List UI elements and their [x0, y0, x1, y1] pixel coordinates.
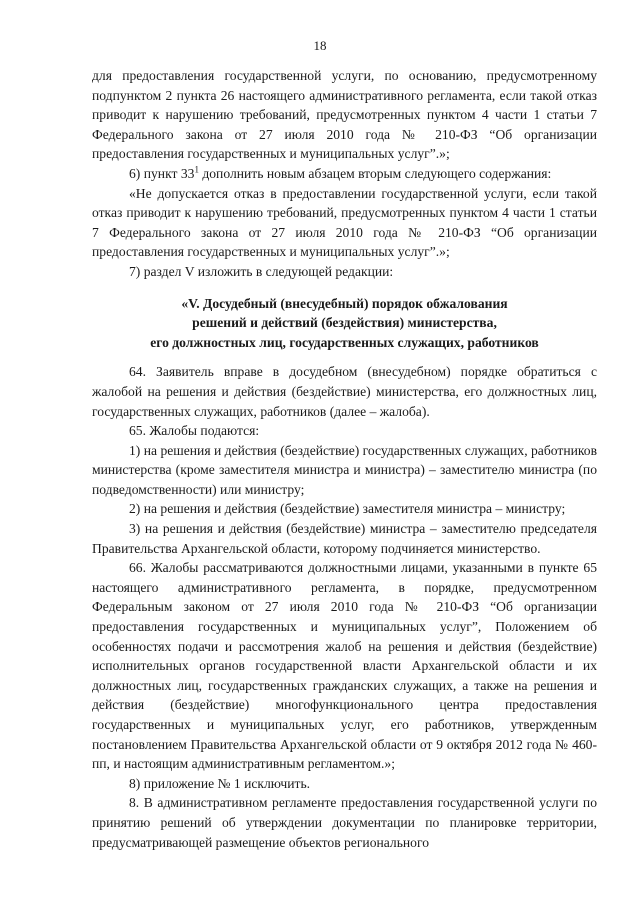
- section-title-line: его должностных лиц, государственных служащих, работников: [150, 334, 539, 350]
- paragraph-text: 6) пункт 33: [129, 165, 195, 181]
- page-number: 18: [313, 38, 327, 53]
- paragraph: для предоставления государственной услуги, по основанию, предусмотренному подпунктом 2 пункта 26 настоящего административного регламента, если такой отказ приводит к нарушению требований, предусмотренных пунктом 4 части 1 статьи 7 Федерального закона от 27 июля 2010 года № 210-ФЗ “Об организации предоставления государственных и муниципальных услуг”.»;: [92, 68, 597, 162]
- paragraph: [92, 164, 597, 184]
- section-title-line: «V. Досудебный (внесудебный) порядок обжалования: [181, 295, 508, 311]
- paragraph: 1) на решения и действия (бездействие) государственных служащих, работников министерства (кроме заместителя министра и министра) – заместителю министра (по подведомственности) или министру;: [92, 442, 597, 497]
- paragraph: 3) на решения и действия (бездействие) министра – заместителю председателя Правительства Архангельской области, которому подчиняется министерство.: [92, 521, 597, 556]
- document-body: [92, 66, 597, 852]
- paragraph: «Не допускается отказ в предоставлении государственной услуги, если такой отказ приводит к нарушению требований, предусмотренных пунктом 4 части 1 статьи 7 Федерального закона от 27 июля 2010 года № 210-ФЗ “Об организации предоставления государственных и муниципальных услуг”.»;: [92, 185, 597, 260]
- paragraph: 64. Заявитель вправе в досудебном (внесудебном) порядке обратиться с жалобой на решения и действия (бездействие) министерства, его должностных лиц, государственных служащих, работников (далее – жалоба).: [92, 364, 597, 419]
- paragraph: 8. В административном регламенте предоставления государственной услуги по принятию решений об утверждении документации по планировке территории, предусматривающей размещение объектов регионального: [92, 795, 597, 850]
- paragraph: 65. Жалобы подаются:: [129, 423, 260, 439]
- paragraph: 2) на решения и действия (бездействие) заместителя министра – министру;: [129, 501, 566, 517]
- paragraph: 8) приложение № 1 исключить.: [129, 775, 311, 791]
- section-title: [92, 294, 597, 353]
- paragraph: 7) раздел V изложить в следующей редакции:: [129, 263, 394, 279]
- paragraph: 66. Жалобы рассматриваются должностными лицами, указанными в пункте 65 настоящего административного регламента, в порядке, предусмотренном Федеральным законом от 27 июля 2010 года № 210-ФЗ “Об организации предоставления государственных и муниципальных услуг”, Положением об особенностях подачи и рассмотрения жалоб на решения и действия (бездействие) исполнительных органов государственной власти Архангельской области и их должностных лиц, государственных гражданских служащих, а также на решения и действия (бездействие) многофункционального центра предоставления государственных и муниципальных услуг, его работников, утвержденным постановлением Правительства Архангельской области от 9 октября 2012 года № 460-пп, и настоящим административным регламентом.»;: [92, 560, 597, 772]
- paragraph-text: дополнить новым абзацем вторым следующего содержания:: [198, 165, 552, 181]
- superscript: 1: [194, 164, 199, 175]
- section-title-line: решений и действий (бездействия) министерства,: [192, 315, 497, 331]
